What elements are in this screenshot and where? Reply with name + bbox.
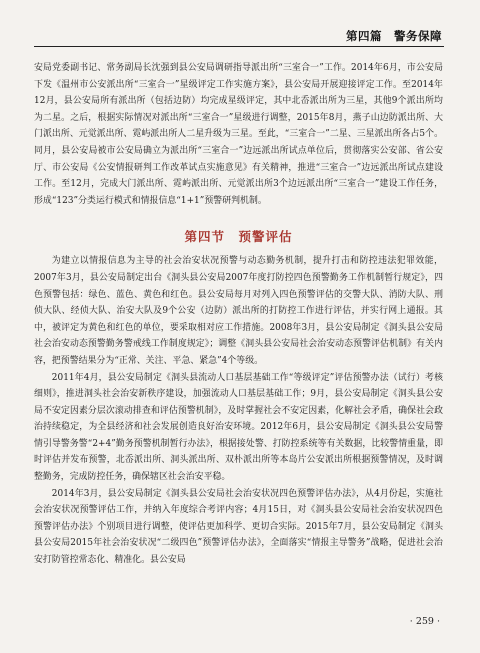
- header-rule: [34, 46, 444, 47]
- page-number: · 259 ·: [409, 616, 440, 627]
- paragraph-intro: 安局党委副书记、常务副局长沈强到县公安局调研指导派出所“三室合一”工作。2014年6月，市公安局下发《温州市公安派出所“三室合一”星级评定工作实施方案》，县公安局开展迎接评定工作。至2014年12月，县公安局所有派出所（包括边防）均完成星级评定，其中北岙派出所为三星，其他9个派出所均为二星。之后，根据实际情况对派出所“三室合一”星级进行调整，2015年8月，燕子山边防派出所、大门派出所、元觉派出所、霓屿派出所人二星升级为三星。至此，“三室合一”二星、三星派出所各占5个。同月，县公安局被市公安局确立为派出所“三室合一”边远派出所试点单位后，贯彻落实公安部、省公安厅、市公安局《公安情报研判工作改革试点实施意见》有关精神，推进“三室合一”边远派出所试点建设工作。至12月，完成大门派出所、霓屿派出所、元觉派出所3个边远派出所“三室合一”建设工作任务，形成“123”分类运行模式和情报信息“1+1”预警研判机制。: [34, 63, 443, 206]
- paragraph-1: 为建立以情报信息为主导的社会治安状况预警与动态勤务机制，提升打击和防控违法犯罪效能，2007年3月，县公安局制定出台《洞头县公安局2007年度打防控四色预警勤务工作机制暂行规定》，四色预警包括：绿色、蓝色、黄色和红色。县公安局每月对列入四色预警评估的交警大队、消防大队、刑侦大队、经侦大队、治安大队及9个公安（边防）派出所的打防控工作进行评估，并实行网上通报。其中，被评定为黄色和红色的单位，要采取相对应工作措施。2008年3月，县公安局制定《洞头县公安局社会治安动态预警勤务警戒线工作制度规定》；调整《洞头县公安局社会治安动态预警评估机制》有关内容，把预警结果分为“正常、关注、平急、紧急”4个等级。: [34, 256, 443, 366]
- page-body: [34, 60, 443, 569]
- paragraph-2: 2011年4月，县公安局制定《洞头县流动人口基层基础工作“等级评定”评估预警办法（试行）考核细则》，推进洞头社会治安新秩序建设，加强流动人口基层基础工作；9月，县公安局制定《洞头县公安局不安定因素分层次滚动排查和评估预警机制》，及时掌握社会不安定因素，化解社会矛盾，确保社会政治持续稳定，为全县经济和社会发展创造良好治安环境。2012年6月，县公安局制定《洞头县公安局警情引导警务警“2+4”勤务预警机制暂行办法》，根据接处警、打防控系统等有关数据，比较警情重量，即时评估并发布预警，北岙派出所、洞头派出所、双朴派出所等本岛片公安派出所根据预警情况，及时调整勤务，完成防控任务，确保辖区社会治安平稳。: [34, 372, 443, 483]
- paragraph-3: 2014年3月，县公安局制定《洞头县公安局社会治安状况四色预警评估办法》，从4月份起，实施社会治安状况预警评估工作，并纳入年度综合考评内容；4月15日，对《洞头县公安局社会治安状况四色预警评估办法》个别项目进行调整，使评估更加科学、更切合实际。2015年7月，县公安局制定《洞头县公安局2015年社会治安状况“二级四色”预警评估办法》，全面落实“情报主导警务”战略，促进社会治安打防管控常态化、精准化。县公安局: [34, 488, 443, 566]
- section-title: 第四节 预警评估: [184, 229, 293, 245]
- running-head: 第四篇 警务保障: [346, 29, 442, 43]
